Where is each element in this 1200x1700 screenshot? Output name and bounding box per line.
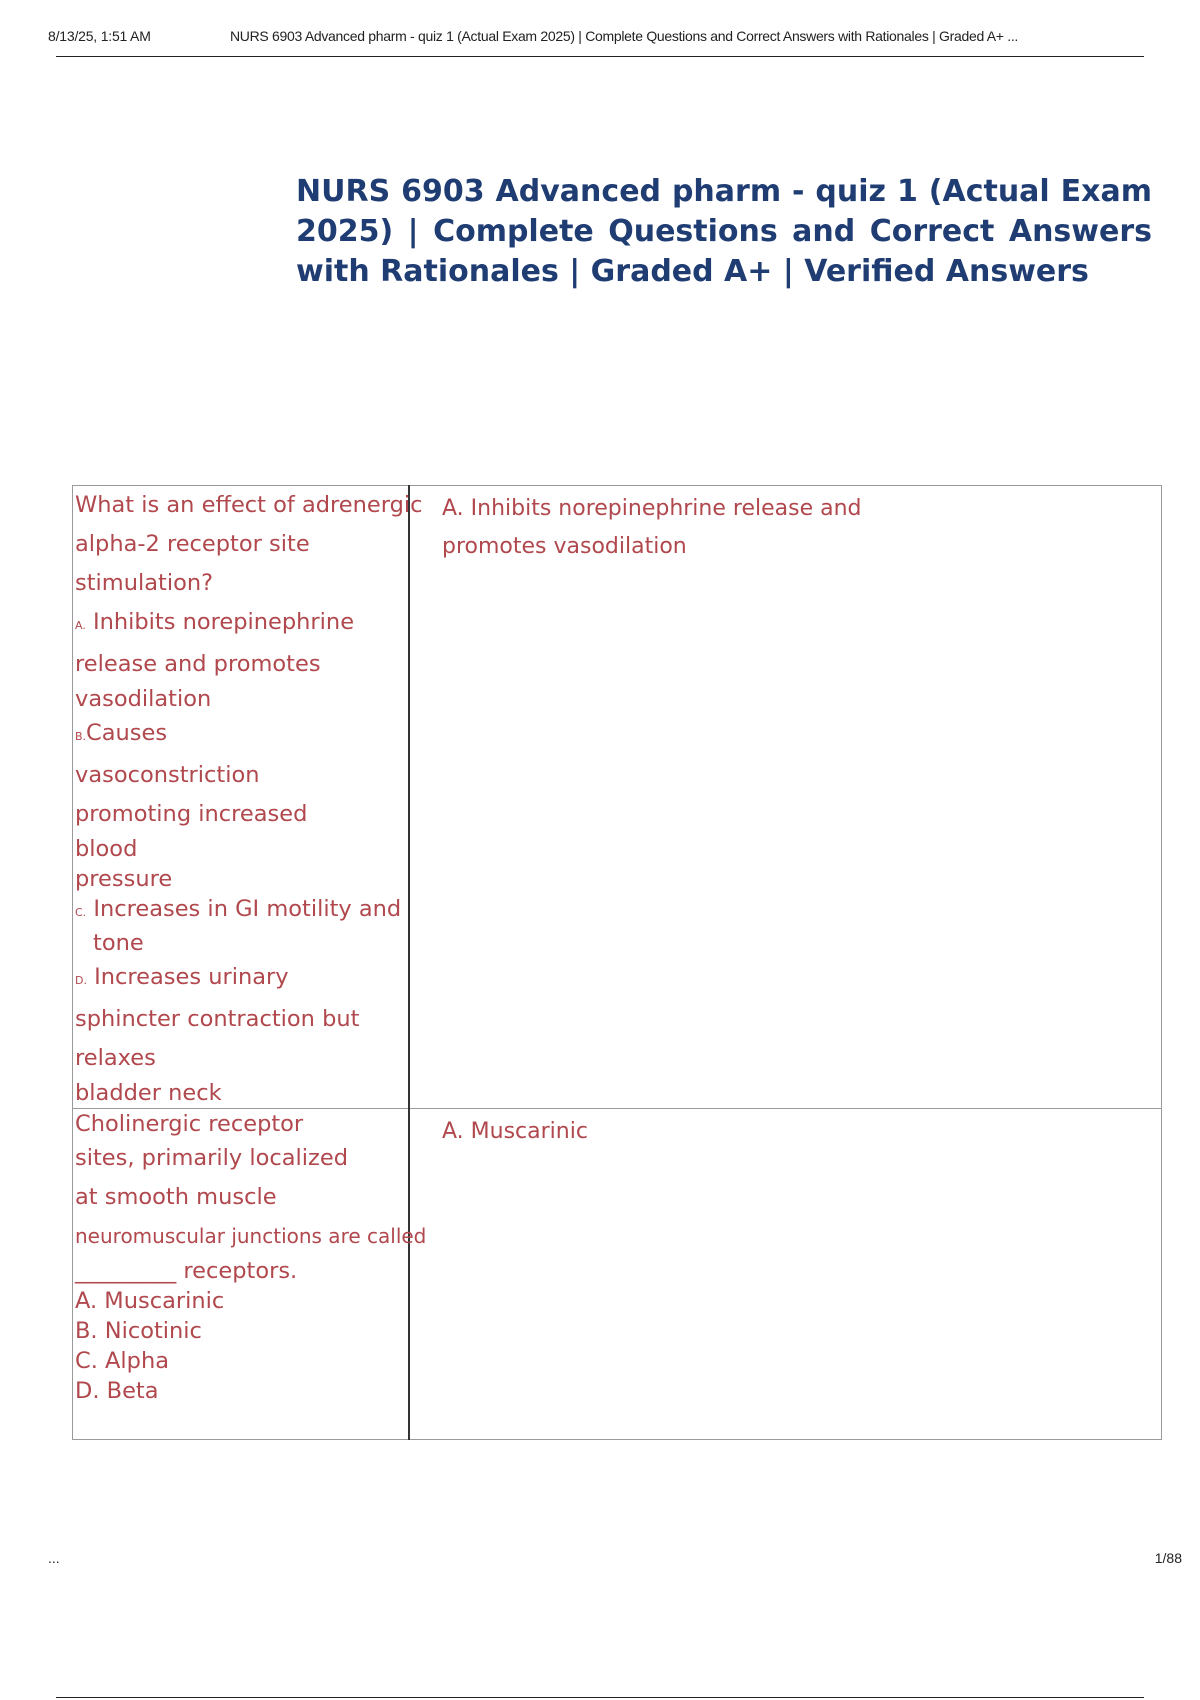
- page-number: 1/88: [1154, 1550, 1182, 1566]
- question-text-line: Cholinergic receptor: [75, 1111, 304, 1137]
- option-line: [73, 714, 408, 756]
- document-title: NURS 6903 Advanced pharm - quiz 1 (Actual Exam 2025) | Complete Questions and Correct Answers with Rationales | Graded A+ | Verified Answers: [296, 174, 1152, 289]
- table-row: [73, 486, 1162, 1109]
- option-line: [73, 958, 408, 1000]
- option-letter: B.: [75, 730, 87, 743]
- option-line: D. Beta: [75, 1378, 159, 1404]
- question-text-line: neuromuscular junctions are called: [75, 1224, 427, 1248]
- option-line: C. Alpha: [75, 1348, 169, 1374]
- question-text-line: What is an effect of adrenergic: [75, 492, 423, 518]
- option-line: B. Nicotinic: [75, 1318, 202, 1344]
- option-text: Increases in GI motility and: [93, 896, 402, 922]
- option-line: relaxes: [75, 1045, 156, 1071]
- option-line: bladder neck: [75, 1080, 222, 1106]
- question-text-line: _________ receptors.: [75, 1258, 298, 1284]
- answer-text-line: A. Muscarinic: [442, 1119, 588, 1144]
- answer-cell: [409, 486, 1162, 1109]
- option-letter: D.: [75, 974, 87, 987]
- question-cell: [73, 486, 423, 1109]
- option-text: Increases urinary: [94, 964, 289, 990]
- answer-cell: [409, 1109, 1162, 1440]
- bottom-divider: [56, 1697, 1144, 1698]
- answer-text-line: promotes vasodilation: [442, 534, 687, 559]
- question-text-line: stimulation?: [75, 570, 214, 596]
- option-letter: A.: [75, 619, 86, 632]
- option-line: tone: [93, 930, 144, 956]
- print-date: 8/13/25, 1:51 AM: [48, 28, 151, 44]
- question-answer-table: [72, 485, 1162, 1440]
- question-cell: [73, 1109, 427, 1440]
- header-divider: [56, 56, 1144, 57]
- answer-text-line: A. Inhibits norepinephrine release and: [442, 496, 862, 521]
- option-text: Inhibits norepinephrine: [92, 609, 355, 635]
- question-text-line: alpha-2 receptor site: [75, 531, 310, 557]
- print-footer-url: ...: [48, 1550, 60, 1566]
- option-line: [73, 603, 408, 645]
- option-line: release and promotes: [75, 651, 321, 677]
- option-line: sphincter contraction but: [75, 1006, 360, 1032]
- option-letter: C.: [75, 906, 87, 919]
- option-line: promoting increased: [75, 801, 308, 827]
- table-row: [73, 1109, 1162, 1440]
- print-header-title: NURS 6903 Advanced pharm - quiz 1 (Actual Exam 2025) | Complete Questions and Correct Answers with Rationales | Graded A+ ...: [230, 28, 1019, 44]
- option-line: blood: [75, 836, 138, 862]
- option-line: vasoconstriction: [75, 762, 260, 788]
- option-text: Causes: [86, 720, 168, 746]
- option-line: A. Muscarinic: [75, 1288, 225, 1314]
- option-line: vasodilation: [75, 686, 212, 712]
- option-line: pressure: [75, 866, 173, 892]
- question-text-line: sites, primarily localized: [75, 1145, 348, 1171]
- option-line: [73, 894, 408, 928]
- question-text-line: at smooth muscle: [75, 1184, 277, 1210]
